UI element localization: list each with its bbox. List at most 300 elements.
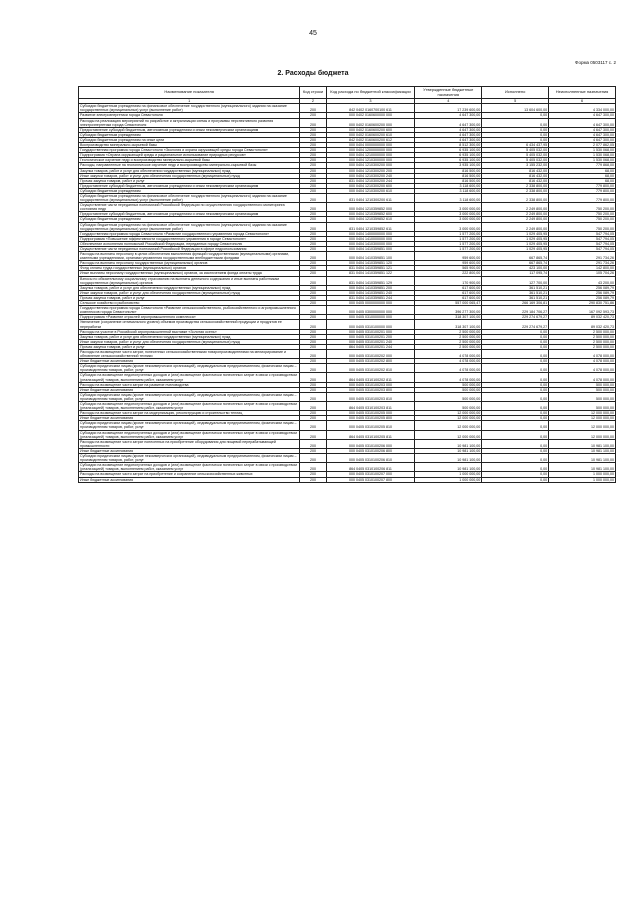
row-executed: 0,00 [482, 373, 549, 382]
row-unexecuted: 1 000 000,00 [549, 472, 616, 477]
row-unexecuted: 4 647 300,00 [549, 132, 616, 137]
row-approved: 500 000,00 [415, 392, 482, 401]
row-executed: 5 405 032,00 [482, 148, 549, 153]
table-row [79, 104, 616, 113]
row-classification-code: 000 0404 0000000000 000 [326, 143, 415, 148]
row-line-code: 200 [300, 212, 326, 217]
row-executed: 2 338 800,00 [482, 183, 549, 188]
row-unexecuted: 547 794,05 [549, 241, 616, 246]
row-approved: 3 118 600,00 [415, 183, 482, 188]
row-classification-code: 831 0404 1410359851 129 [326, 276, 415, 285]
row-approved: 816 500,00 [415, 178, 482, 183]
row-executed: 6 434 437,95 [482, 143, 549, 148]
row-executed: 2 249 800,00 [482, 212, 549, 217]
row-classification-code: 000 0402 0160600200 610 [326, 132, 415, 137]
row-approved: 222 800,00 [415, 271, 482, 276]
row-executed: 667 865,74 [482, 261, 549, 266]
row-executed: 2 338 800,00 [482, 193, 549, 202]
row-unexecuted: 68,00 [549, 178, 616, 183]
row-line-code: 200 [300, 118, 326, 127]
row-unexecuted: 547 794,05 [549, 231, 616, 236]
row-line-code: 200 [300, 295, 326, 300]
row-line-code: 200 [300, 143, 326, 148]
row-approved: 3 000 000,00 [415, 203, 482, 212]
table-header-row [79, 87, 616, 99]
row-classification-code: 000 0404 1210000000 000 [326, 153, 415, 158]
row-name: Осуществление части переданных полномочий Российской Федерации по осуществлению государственного мониторинга состояния недр [79, 203, 300, 212]
row-executed: 0,00 [482, 334, 549, 339]
row-line-code: 200 [300, 364, 326, 373]
row-approved: 1 577 200,00 [415, 241, 482, 246]
row-line-code: 200 [300, 132, 326, 137]
row-executed: 667 865,74 [482, 252, 549, 261]
row-executed: 1 029 405,95 [482, 247, 549, 252]
row-unexecuted: 256 089,79 [549, 295, 616, 300]
row-classification-code: 831 0404 1210300200 244 [326, 178, 415, 183]
row-approved: 3 000 000,00 [415, 212, 482, 217]
table-row [79, 349, 616, 358]
table-row [79, 364, 616, 373]
row-classification-code: 864 0405 0310100201 244 [326, 344, 415, 349]
row-approved: 2 500 000,00 [415, 339, 482, 344]
row-unexecuted: 43 200,00 [549, 276, 616, 285]
table-row [79, 276, 616, 285]
row-name: Подпрограмма «Развитие отраслей агропромышленного комплекса» [79, 315, 300, 320]
row-approved: 8 512 300,00 [415, 143, 482, 148]
row-classification-code: 000 0402 0160600200 000 [326, 118, 415, 127]
row-unexecuted: 105 704,26 [549, 271, 616, 276]
table-row [79, 203, 616, 212]
row-classification-code: 831 0404 1410359851 244 [326, 295, 415, 300]
row-classification-code: 000 0404 1410359851 000 [326, 247, 415, 252]
table-row [79, 320, 616, 329]
table-row [79, 402, 616, 411]
row-unexecuted: 142 800,00 [549, 266, 616, 271]
row-name: Расходы на возмещение части затрат, понесенных сельскохозяйственными товаропроизводителями на мелиорирование и обновление сельскохозяйственной техники [79, 349, 300, 358]
row-approved: 2 500 000,00 [415, 344, 482, 349]
row-name: Иные закупки товаров, работ и услуг для обеспечения государственных (муниципальных) нужд [79, 173, 300, 178]
row-unexecuted: 291 734,26 [549, 261, 616, 266]
row-classification-code: 831 0404 1210300200 611 [326, 193, 415, 202]
row-name: Субсидии бюджетным учреждениям на финансовое обеспечение государственного (муниципального) задания на оказание государственных (муниципальных) услуг (выполнение работ) [79, 104, 300, 113]
col-header-line-code: Код строки [300, 87, 326, 99]
row-unexecuted: 4 078 000,00 [549, 364, 616, 373]
row-line-code: 200 [300, 104, 326, 113]
row-line-code: 200 [300, 463, 326, 472]
row-classification-code: 000 0405 0310100206 000 [326, 439, 415, 448]
row-classification-code: 000 0404 1210300200 240 [326, 173, 415, 178]
row-classification-code: 000 0405 0310100205 810 [326, 421, 415, 430]
table-row [79, 373, 616, 382]
row-executed: 117 095,74 [482, 271, 549, 276]
row-name: Расходы на выплаты персоналу государственных (муниципальных) органов [79, 261, 300, 266]
col-header-approved: Утвержденные бюджетные назначения [415, 87, 482, 99]
row-line-code: 200 [300, 276, 326, 285]
col-number: 5 [482, 99, 549, 104]
row-unexecuted: 1 530 068,00 [549, 158, 616, 163]
row-executed: 0,00 [482, 137, 549, 142]
row-name: Расходы, направленные на геологическое изучение недр и воспроизводство минерально-сырьевой базы [79, 163, 300, 168]
row-unexecuted: 500 000,00 [549, 387, 616, 392]
row-line-code: 200 [300, 236, 326, 241]
row-approved: 3 118 600,00 [415, 193, 482, 202]
row-unexecuted: 750 200,00 [549, 203, 616, 212]
row-approved: 2 500 000,00 [415, 334, 482, 339]
row-executed: 0,00 [482, 349, 549, 358]
row-unexecuted: 68,00 [549, 168, 616, 173]
row-executed: 0,00 [482, 472, 549, 477]
row-executed: 0,00 [482, 402, 549, 411]
row-unexecuted: 1 000 000,00 [549, 477, 616, 482]
row-unexecuted: 4 647 300,00 [549, 127, 616, 132]
row-unexecuted: 4 647 300,00 [549, 113, 616, 118]
row-line-code: 200 [300, 339, 326, 344]
row-executed: 816 432,00 [482, 168, 549, 173]
table-row [79, 430, 616, 439]
row-name: Увеличение (сохранение оптимального уровня) объемов производства сельскохозяйственной продукции и продуктов ее переработки [79, 320, 300, 329]
row-executed: 2 249 800,00 [482, 217, 549, 222]
row-name: Прочая закупка товаров, работ и услуг [79, 295, 300, 300]
row-unexecuted: 2 500 000,00 [549, 344, 616, 349]
row-unexecuted: 10 981 100,00 [549, 439, 616, 448]
row-classification-code: 000 0404 1410000000 000 [326, 236, 415, 241]
row-executed: 0,00 [482, 127, 549, 132]
row-approved: 617 600,00 [415, 290, 482, 295]
row-classification-code: 864 0405 0310100205 811 [326, 430, 415, 439]
table-row [79, 477, 616, 482]
row-line-code: 200 [300, 217, 326, 222]
row-name: Иные бюджетные ассигнования [79, 416, 300, 421]
row-unexecuted: 547 794,05 [549, 247, 616, 252]
row-classification-code: 000 0405 0310100207 000 [326, 472, 415, 477]
row-name: Иные выплаты персоналу государственных (муниципальных) органов, за исключением фонда оплаты труда [79, 271, 300, 276]
row-executed: 0,00 [482, 454, 549, 463]
row-unexecuted: 12 000 000,00 [549, 430, 616, 439]
row-line-code: 200 [300, 183, 326, 188]
row-name: Субсидии бюджетным учреждениям [79, 188, 300, 193]
row-executed: 13 604 600,00 [482, 104, 549, 113]
row-name: Предоставление субсидий бюджетным, автономным учреждениям и иным некоммерческим организациям [79, 127, 300, 132]
row-executed: 361 510,21 [482, 295, 549, 300]
row-approved: 1 000 000,00 [415, 477, 482, 482]
row-classification-code: 000 0405 0310100205 000 [326, 411, 415, 416]
row-executed: 229 274 679,27 [482, 320, 549, 329]
row-approved: 4 078 000,00 [415, 349, 482, 358]
row-unexecuted: 256 089,79 [549, 290, 616, 295]
row-name: Расходы на возмещение части затрат понесенных на приобретение оборудования для пищевой перерабатывающей промышленности [79, 439, 300, 448]
table-body [79, 104, 616, 482]
row-approved: 4 078 000,00 [415, 373, 482, 382]
row-line-code: 200 [300, 153, 326, 158]
row-approved: 617 600,00 [415, 295, 482, 300]
row-line-code: 200 [300, 247, 326, 252]
row-classification-code: 000 0405 0310100202 810 [326, 364, 415, 373]
row-line-code: 200 [300, 158, 326, 163]
row-executed: 5 405 032,00 [482, 158, 549, 163]
row-approved: 816 500,00 [415, 173, 482, 178]
row-line-code: 200 [300, 402, 326, 411]
row-unexecuted: 12 000 000,00 [549, 421, 616, 430]
table-row [79, 118, 616, 127]
row-line-code: 200 [300, 188, 326, 193]
col-header-classification: Код расхода по бюджетной классификации [326, 87, 415, 99]
row-line-code: 200 [300, 439, 326, 448]
row-classification-code: 000 0405 0000000000 000 [326, 301, 415, 306]
row-name: Обеспечение исполнения полномочий Российской Федерации, переданных городу Севастополю [79, 241, 300, 246]
row-line-code: 200 [300, 168, 326, 173]
row-name: Расходы на возмещение части затрат на приобретение и сохранение сельскохозяйственных животных [79, 472, 300, 477]
row-name: Расходы на реализацию мероприятий по разработке и актуализации схемы и программы перспективного развития электроэнергетики города Севастополя [79, 118, 300, 127]
row-line-code: 200 [300, 373, 326, 382]
row-classification-code: 000 0405 0310100206 800 [326, 448, 415, 453]
row-approved: 4 647 300,00 [415, 113, 482, 118]
row-executed: 0,00 [482, 132, 549, 137]
row-approved: 617 600,00 [415, 285, 482, 290]
row-unexecuted: 291 734,26 [549, 252, 616, 261]
row-line-code: 200 [300, 320, 326, 329]
row-name: Субсидии юридическим лицам (кроме некоммерческих организаций), индивидуальным предпринимателям, физическим лицам – производителям товаров, работ, услуг [79, 392, 300, 401]
row-line-code: 200 [300, 137, 326, 142]
row-name: Субсидии бюджетным учреждениям на финансовое обеспечение государственного (муниципального) задания на оказание государственных (муниципальных) услуг (выполнение работ) [79, 222, 300, 231]
row-name: Государственная программа города Севастополя «Развитие сельскохозяйственного, рыбохозяйственного и агропромышленного комплексов города Севастополя» [79, 306, 300, 315]
row-approved: 170 900,00 [415, 276, 482, 285]
row-name: Иные бюджетные ассигнования [79, 359, 300, 364]
row-classification-code: 000 0405 0310100203 810 [326, 392, 415, 401]
row-unexecuted: 4 078 000,00 [549, 359, 616, 364]
row-executed: 2 338 800,00 [482, 188, 549, 193]
row-classification-code: 831 0404 1210359852 611 [326, 222, 415, 231]
row-line-code: 200 [300, 266, 326, 271]
row-approved: 396 277 300,00 [415, 306, 482, 315]
row-name: Предоставление субсидий бюджетным, автономным учреждениям и иным некоммерческим организациям [79, 183, 300, 188]
row-name: Иные закупки товаров, работ и услуг для обеспечения государственных (муниципальных) нужд [79, 290, 300, 295]
row-classification-code: 000 0404 1210359852 000 [326, 203, 415, 212]
row-line-code: 200 [300, 387, 326, 392]
row-executed: 0,00 [482, 359, 549, 364]
row-classification-code: 831 0404 1410359851 122 [326, 271, 415, 276]
col-number: 6 [549, 99, 616, 104]
row-classification-code: 000 0404 1400000000 000 [326, 231, 415, 236]
row-approved: 1 577 200,00 [415, 231, 482, 236]
row-name: Фонд оплаты труда государственных (муниципальных) органов [79, 266, 300, 271]
row-classification-code: 000 0404 1410359851 240 [326, 290, 415, 295]
row-name: Подпрограмма «Охрана окружающей среды и рациональное использование природных ресурсов» [79, 153, 300, 158]
row-classification-code: 000 0404 1410300000 000 [326, 241, 415, 246]
row-unexecuted: 500 000,00 [549, 402, 616, 411]
row-classification-code: 000 0405 0310100000 000 [326, 320, 415, 329]
row-line-code: 200 [300, 231, 326, 236]
row-line-code: 200 [300, 430, 326, 439]
row-executed: 816 432,00 [482, 178, 549, 183]
row-line-code: 200 [300, 271, 326, 276]
row-line-code: 200 [300, 421, 326, 430]
row-executed: 0,00 [482, 439, 549, 448]
row-name: Субсидии бюджетным учреждениям [79, 132, 300, 137]
row-classification-code: 842 0402 0160700100 611 [326, 104, 415, 113]
row-name: Взносы по обязательному социальному страхованию на выплаты денежного содержания и иные выплаты работникам государственных (муниципальных) органов [79, 276, 300, 285]
row-classification-code: 831 0404 1410359851 121 [326, 266, 415, 271]
row-executed: 0,00 [482, 430, 549, 439]
row-approved: 4 078 000,00 [415, 359, 482, 364]
row-name: Расходы на возмещение части затрат на развитие пчеловодства [79, 382, 300, 387]
row-name: Субсидии на возмещение недополученных доходов и (или) возмещение фактически понесенных затрат в связи с производством (реализацией) товаров, выполнением работ, оказанием услуг [79, 373, 300, 382]
row-classification-code: 000 0402 0160600000 000 [326, 113, 415, 118]
col-header-name: Наименование показателя [79, 87, 300, 99]
row-name: Субсидии юридическим лицам (кроме некоммерческих организаций), индивидуальным предпринимателям, физическим лицам – производителям товаров, работ, услуг [79, 421, 300, 430]
col-number: 2 [300, 99, 326, 104]
row-executed: 361 510,21 [482, 290, 549, 295]
row-executed: 1 029 405,95 [482, 236, 549, 241]
row-classification-code: 000 0405 0310100203 000 [326, 382, 415, 387]
row-name: Закупка товаров, работ и услуг для обеспечения государственных (муниципальных) нужд [79, 285, 300, 290]
row-approved: 557 000 065,47 [415, 301, 482, 306]
row-executed: 2 249 800,00 [482, 203, 549, 212]
row-classification-code: 000 0405 0310100205 800 [326, 416, 415, 421]
row-classification-code: 000 0405 0300000000 000 [326, 306, 415, 315]
table-row [79, 439, 616, 448]
row-approved: 500 000,00 [415, 382, 482, 387]
row-name: Иные закупки товаров, работ и услуг для обеспечения государственных (муниципальных) нужд [79, 339, 300, 344]
row-line-code: 200 [300, 454, 326, 463]
row-line-code: 200 [300, 472, 326, 477]
row-line-code: 200 [300, 127, 326, 132]
row-classification-code: 864 0405 0310100206 811 [326, 463, 415, 472]
section-title: 2. Расходы бюджета [277, 70, 349, 77]
row-executed: 0,00 [482, 463, 549, 472]
row-unexecuted: 290 830 751,86 [549, 301, 616, 306]
row-line-code: 200 [300, 382, 326, 387]
col-header-executed: Исполнено [482, 87, 549, 99]
row-executed: 0,00 [482, 411, 549, 416]
row-name: Закупка товаров, работ и услуг для обеспечения государственных (муниципальных) нужд [79, 334, 300, 339]
row-classification-code: 000 0405 0310100201 200 [326, 334, 415, 339]
row-line-code: 200 [300, 173, 326, 178]
row-classification-code: 000 0404 1210359852 610 [326, 217, 415, 222]
table-row [79, 421, 616, 430]
row-line-code: 200 [300, 252, 326, 261]
row-name: Государственная программа города Севастополя «Экология и охрана окружающей среды города Севастополя» [79, 148, 300, 153]
row-name: Геологическое изучение недр и воспроизводство минерально-сырьевой базы [79, 158, 300, 163]
table-row [79, 193, 616, 202]
row-unexecuted: 500 000,00 [549, 382, 616, 387]
form-code: Форма 0503117 с. 2 [575, 60, 616, 65]
row-line-code: 200 [300, 306, 326, 315]
row-executed: 2 249 800,00 [482, 222, 549, 231]
row-executed: 1 029 405,95 [482, 231, 549, 236]
row-line-code: 200 [300, 113, 326, 118]
row-line-code: 200 [300, 285, 326, 290]
row-approved: 12 000 000,00 [415, 411, 482, 416]
row-executed: 0,00 [482, 339, 549, 344]
row-approved: 318 307 100,00 [415, 315, 482, 320]
row-name: Прочая закупка товаров, работ и услуг [79, 178, 300, 183]
row-name: Расходы на выплаты персоналу в целях обеспечения выполнения функций государственными (муниципальными) органами, казенными учреждениями, органами управления государственными внебюджетными фондами [79, 252, 300, 261]
row-unexecuted: 2 077 862,05 [549, 143, 616, 148]
row-classification-code: 000 0404 1210300200 610 [326, 188, 415, 193]
row-approved: 318 307 100,00 [415, 320, 482, 329]
row-approved: 10 981 100,00 [415, 448, 482, 453]
table-row [79, 252, 616, 261]
row-line-code: 200 [300, 203, 326, 212]
row-unexecuted: 750 200,00 [549, 217, 616, 222]
row-approved: 12 000 000,00 [415, 430, 482, 439]
row-unexecuted: 1 530 068,00 [549, 148, 616, 153]
row-classification-code: 000 0405 0310000000 000 [326, 315, 415, 320]
row-classification-code: 000 0405 0310100202 000 [326, 349, 415, 358]
row-approved: 565 900,00 [415, 266, 482, 271]
row-name: Государственная программа города Севастополя «Развитие государственного управления города Севастополя» [79, 231, 300, 236]
row-executed: 3 155 232,00 [482, 163, 549, 168]
row-unexecuted: 779 800,00 [549, 193, 616, 202]
table-row [79, 392, 616, 401]
row-approved: 10 981 100,00 [415, 463, 482, 472]
row-line-code: 200 [300, 315, 326, 320]
row-executed: 0,00 [482, 387, 549, 392]
row-name: Иные бюджетные ассигнования [79, 477, 300, 482]
row-name: Осуществление части переданных полномочий Российской Федерации в сфере недропользования [79, 247, 300, 252]
row-executed: 0,00 [482, 118, 549, 127]
row-classification-code: 864 0405 0310100203 811 [326, 402, 415, 411]
row-unexecuted: 10 981 100,00 [549, 448, 616, 453]
row-executed: 0,00 [482, 113, 549, 118]
page-number: 45 [309, 30, 317, 37]
row-approved: 12 000 000,00 [415, 421, 482, 430]
row-line-code: 200 [300, 148, 326, 153]
row-unexecuted: 1 530 068,00 [549, 153, 616, 158]
row-name: Сельское хозяйство и рыболовство [79, 301, 300, 306]
row-executed: 127 700,00 [482, 276, 549, 285]
row-classification-code: 000 0404 1200000000 000 [326, 148, 415, 153]
row-name: Субсидии юридическим лицам (кроме некоммерческих организаций), индивидуальным предпринимателям, физическим лицам – производителям товаров, работ, услуг [79, 364, 300, 373]
row-executed: 361 510,21 [482, 285, 549, 290]
col-number: 3 [326, 99, 415, 104]
col-number: 1 [79, 99, 300, 104]
expenditure-table [78, 86, 616, 483]
row-line-code: 200 [300, 222, 326, 231]
row-executed: 229 184 706,27 [482, 306, 549, 315]
row-name: Прочая закупка товаров, работ и услуг [79, 344, 300, 349]
row-executed: 0,00 [482, 364, 549, 373]
row-executed: 5 405 032,00 [482, 153, 549, 158]
row-name: Иные бюджетные ассигнования [79, 448, 300, 453]
row-executed: 423 100,00 [482, 266, 549, 271]
row-executed: 0,00 [482, 392, 549, 401]
row-unexecuted: 89 032 420,73 [549, 315, 616, 320]
row-executed: 0,00 [482, 416, 549, 421]
row-unexecuted: 12 000 000,00 [549, 416, 616, 421]
row-name: Расходы на участие в Российской агропромышленной выставке «Золотая осень» [79, 329, 300, 334]
row-approved: 6 935 100,00 [415, 158, 482, 163]
row-name: Предоставление субсидий бюджетным, автономным учреждениям и иным некоммерческим организациям [79, 212, 300, 217]
row-unexecuted: 256 089,79 [549, 285, 616, 290]
row-unexecuted: 779 800,00 [549, 183, 616, 188]
row-line-code: 200 [300, 261, 326, 266]
row-line-code: 200 [300, 163, 326, 168]
row-unexecuted: 89 032 420,73 [549, 320, 616, 329]
row-name: Закупка товаров, работ и услуг для обеспечения государственных (муниципальных) нужд [79, 168, 300, 173]
row-classification-code: 000 0404 1410359851 200 [326, 285, 415, 290]
row-classification-code: 000 0405 0310100206 810 [326, 454, 415, 463]
row-approved: 4 647 300,00 [415, 137, 482, 142]
table-row [79, 454, 616, 463]
row-executed: 1 029 405,95 [482, 241, 549, 246]
row-approved: 10 981 100,00 [415, 454, 482, 463]
row-classification-code: 000 0405 0310100201 000 [326, 329, 415, 334]
row-classification-code: 000 0404 1210300200 200 [326, 168, 415, 173]
row-line-code: 200 [300, 301, 326, 306]
row-line-code: 200 [300, 411, 326, 416]
row-unexecuted: 750 200,00 [549, 222, 616, 231]
